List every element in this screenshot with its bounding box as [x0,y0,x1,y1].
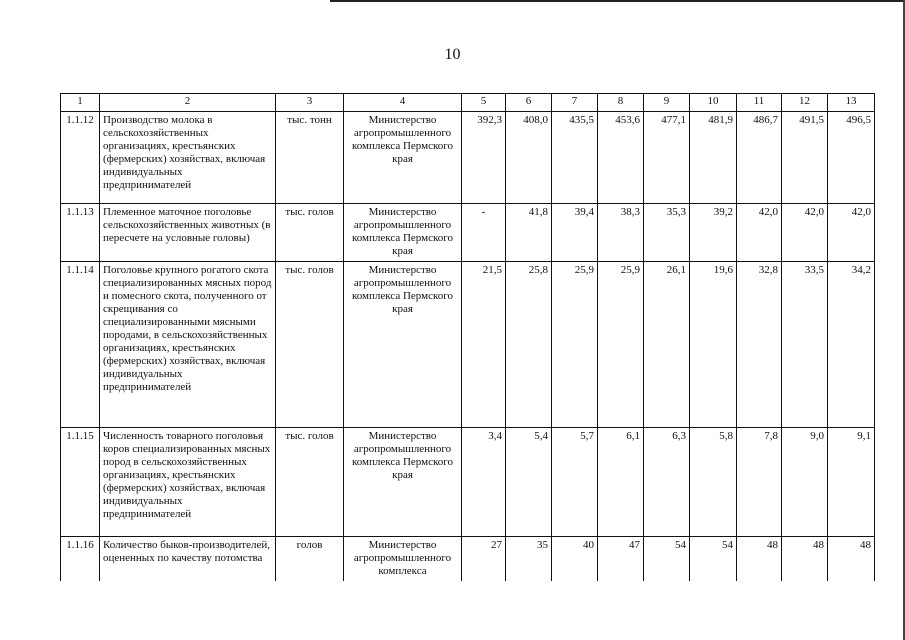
value-cell: 48 [737,537,782,582]
column-header: 8 [598,94,644,112]
column-header: 1 [61,94,100,112]
indicator-name: Производство молока в сельскохозяйственных организациях, крестьянских (фермерских) хозяйствах, включая индивидуальных предпринимателей [100,112,276,204]
value-cell: 25,8 [506,262,552,428]
value-cell: 54 [644,537,690,582]
value-cell: 54 [690,537,737,582]
value-cell: 9,1 [828,428,875,537]
unit-cell: тыс. голов [276,204,344,262]
value-cell: 5,7 [552,428,598,537]
value-cell: 481,9 [690,112,737,204]
table-row [61,262,875,428]
value-cell: 40 [552,537,598,582]
column-header: 4 [344,94,462,112]
value-cell: 3,4 [462,428,506,537]
value-cell: 486,7 [737,112,782,204]
indicator-name: Количество быков-производителей, оцененных по качеству потомства [100,537,276,582]
value-cell: 48 [828,537,875,582]
column-header: 7 [552,94,598,112]
value-cell: 27 [462,537,506,582]
executor-cell: Министерство агропромышленного комплекса Пермского края [344,112,462,204]
value-cell: 42,0 [782,204,828,262]
value-cell: 408,0 [506,112,552,204]
value-cell: 26,1 [644,262,690,428]
scan-top-edge-line [330,0,905,2]
column-header: 12 [782,94,828,112]
value-cell: 7,8 [737,428,782,537]
column-header: 2 [100,94,276,112]
indicator-name: Поголовье крупного рогатого скота специализированных мясных пород и помесного скота, полученного от скрещивания со специализированными мясными породами, в сельскохозяйственных организациях, крестьянских (фермерских) хозяйствах, включая индивидуальных предпринимателей [100,262,276,428]
value-cell: 19,6 [690,262,737,428]
value-cell: 25,9 [552,262,598,428]
value-cell: 5,4 [506,428,552,537]
column-header: 3 [276,94,344,112]
indicator-name: Численность товарного поголовья коров специализированных мясных пород в сельскохозяйственных организациях, крестьянских (фермерских) хозяйствах, включая индивидуальных предпринимателей [100,428,276,537]
executor-cell: Министерство агропромышленного комплекса Пермского края [344,428,462,537]
column-header: 9 [644,94,690,112]
executor-cell: Министерство агропромышленного комплекса [344,537,462,582]
unit-cell: тыс. голов [276,428,344,537]
value-cell: 6,3 [644,428,690,537]
value-cell: 21,5 [462,262,506,428]
value-cell: 39,4 [552,204,598,262]
table-row [61,204,875,262]
value-cell: 435,5 [552,112,598,204]
row-code: 1.1.16 [61,537,100,582]
value-cell: 453,6 [598,112,644,204]
row-code: 1.1.14 [61,262,100,428]
unit-cell: голов [276,537,344,582]
column-header: 11 [737,94,782,112]
value-cell: 491,5 [782,112,828,204]
value-cell: 48 [782,537,828,582]
value-cell: 477,1 [644,112,690,204]
table-row [61,428,875,537]
row-code: 1.1.13 [61,204,100,262]
column-header: 6 [506,94,552,112]
column-header: 13 [828,94,875,112]
value-cell: 42,0 [737,204,782,262]
value-cell: 25,9 [598,262,644,428]
value-cell: 392,3 [462,112,506,204]
column-header: 5 [462,94,506,112]
value-cell: 42,0 [828,204,875,262]
value-cell: 496,5 [828,112,875,204]
value-cell: 35,3 [644,204,690,262]
value-cell: 41,8 [506,204,552,262]
row-code: 1.1.15 [61,428,100,537]
value-cell: 9,0 [782,428,828,537]
column-header: 10 [690,94,737,112]
value-cell: 38,3 [598,204,644,262]
executor-cell: Министерство агропромышленного комплекса Пермского края [344,262,462,428]
executor-cell: Министерство агропромышленного комплекса Пермского края [344,204,462,262]
value-cell: 39,2 [690,204,737,262]
indicator-name: Племенное маточное поголовье сельскохозяйственных животных (в пересчете на условные головы) [100,204,276,262]
table-header-row [61,94,875,112]
value-cell: 6,1 [598,428,644,537]
table-row [61,112,875,204]
value-cell: - [462,204,506,262]
indicators-table [60,93,875,581]
table-row [61,537,875,582]
value-cell: 35 [506,537,552,582]
value-cell: 47 [598,537,644,582]
value-cell: 33,5 [782,262,828,428]
value-cell: 34,2 [828,262,875,428]
value-cell: 5,8 [690,428,737,537]
page-number: 10 [444,46,461,63]
unit-cell: тыс. тонн [276,112,344,204]
value-cell: 32,8 [737,262,782,428]
row-code: 1.1.12 [61,112,100,204]
unit-cell: тыс. голов [276,262,344,428]
